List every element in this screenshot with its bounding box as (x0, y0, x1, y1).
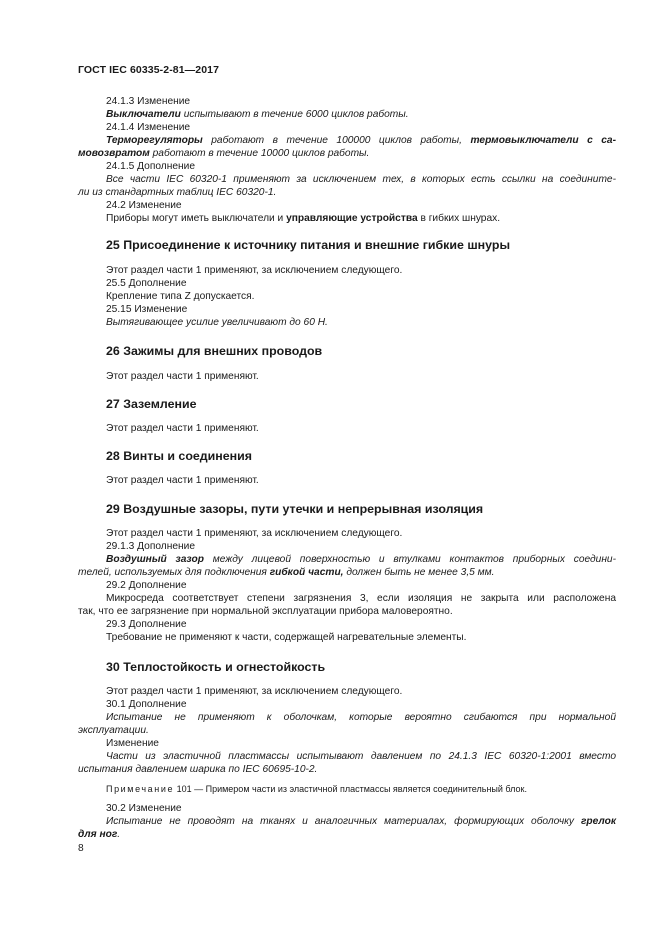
section-26-intro: Этот раздел части 1 применяют. (106, 371, 259, 382)
note-101: Примечание 101 — Примером части из эластичной пластмассы является соединительный блок. (106, 784, 527, 794)
clause-24-1-5-heading: 24.1.5 Дополнение (106, 161, 196, 172)
section-28-title: 28 Винты и соединения (106, 449, 252, 463)
page-number: 8 (78, 843, 84, 854)
section-30-intro: Этот раздел части 1 применяют, за исключением следующего. (106, 686, 403, 697)
clause-24-1-5-text-line2: ли из стандартных таблиц IEC 60320-1. (78, 187, 277, 198)
clause-30-1-change-text-line1: Части из эластичной пластмассы испытывают давлением по 24.1.3 IEC 60320-1:2001 вместо (106, 751, 616, 762)
section-26-title: 26 Зажимы для внешних проводов (106, 344, 323, 358)
section-29-title: 29 Воздушные зазоры, пути утечки и непрерывная изоляция (106, 502, 484, 516)
clause-29-3-heading: 29.3 Дополнение (106, 619, 187, 630)
section-25-intro: Этот раздел части 1 применяют, за исключением следующего. (106, 265, 403, 276)
section-30-title: 30 Теплостойкость и огнестойкость (106, 660, 326, 674)
section-29-intro: Этот раздел части 1 применяют, за исключением следующего. (106, 528, 403, 539)
section-28-intro: Этот раздел части 1 применяют. (106, 475, 259, 486)
clause-30-1-text-line2: эксплуатации. (78, 725, 149, 736)
section-27-intro: Этот раздел части 1 применяют. (106, 423, 259, 434)
clause-30-2-text-line2: для ног. (78, 829, 121, 840)
clause-29-2-heading: 29.2 Дополнение (106, 580, 187, 591)
clause-29-1-3-text-line2: телей, используемых для подключения гибкой части, должен быть не менее 3,5 мм. (78, 567, 495, 578)
clause-25-5-text: Крепление типа Z допускается. (106, 291, 255, 302)
clause-29-1-3-text-line1: Воздушный зазор между лицевой поверхностью и втулками контактов приборных соедини- (106, 554, 616, 565)
clause-30-2-heading: 30.2 Изменение (106, 803, 182, 814)
clause-24-1-4-text-line2: мовозвратом работают в течение 10000 циклов работы. (78, 148, 370, 159)
clause-24-2-heading: 24.2 Изменение (106, 200, 182, 211)
clause-29-3-text: Требование не применяют к части, содержащей нагревательные элементы. (106, 632, 467, 643)
clause-25-15-heading: 25.15 Изменение (106, 304, 188, 315)
clause-30-1-change-heading: Изменение (106, 738, 159, 749)
clause-29-1-3-heading: 29.1.3 Дополнение (106, 541, 196, 552)
clause-24-1-4-heading: 24.1.4 Изменение (106, 122, 191, 133)
clause-24-1-5-text-line1: Все части IEC 60320-1 применяют за исключением тех, в которых есть ссылки на соедините- (106, 174, 616, 185)
clause-25-5-heading: 25.5 Дополнение (106, 278, 187, 289)
clause-29-2-text-line2: так, что ее загрязнение при нормальной эксплуатации прибора маловероятно. (78, 606, 453, 617)
clause-29-2-text-line1: Микросреда соответствует степени загрязнения 3, если изоляция не закрыта или расположена (106, 593, 616, 604)
clause-24-1-4-text-line1: Терморегуляторы работают в течение 100000 циклов работы, термовыключатели с са- (106, 135, 616, 146)
clause-30-1-heading: 30.1 Дополнение (106, 699, 187, 710)
clause-25-15-text: Вытягивающее усилие увеличивают до 60 Н. (106, 317, 328, 328)
clause-24-2-text: Приборы могут иметь выключатели и управляющие устройства в гибких шнурах. (106, 213, 501, 224)
clause-30-1-text-line1: Испытание не применяют к оболочкам, которые вероятно сгибаются при нормальной (106, 712, 616, 723)
clause-30-1-change-text-line2: испытания давлением шарика по IEC 60695-10-2. (78, 764, 318, 775)
clause-24-1-3-heading: 24.1.3 Изменение (106, 96, 191, 107)
standard-header: ГОСТ IEC 60335-2-81—2017 (78, 64, 220, 76)
clause-30-2-text-line1: Испытание не проводят на тканях и аналогичных материалах, формирующих оболочку грелок (106, 816, 616, 827)
section-27-title: 27 Заземление (106, 397, 197, 411)
section-25-title: 25 Присоединение к источнику питания и внешние гибкие шнуры (106, 238, 511, 252)
clause-24-1-3-text: Выключатели испытывают в течение 6000 циклов работы. (106, 109, 409, 120)
